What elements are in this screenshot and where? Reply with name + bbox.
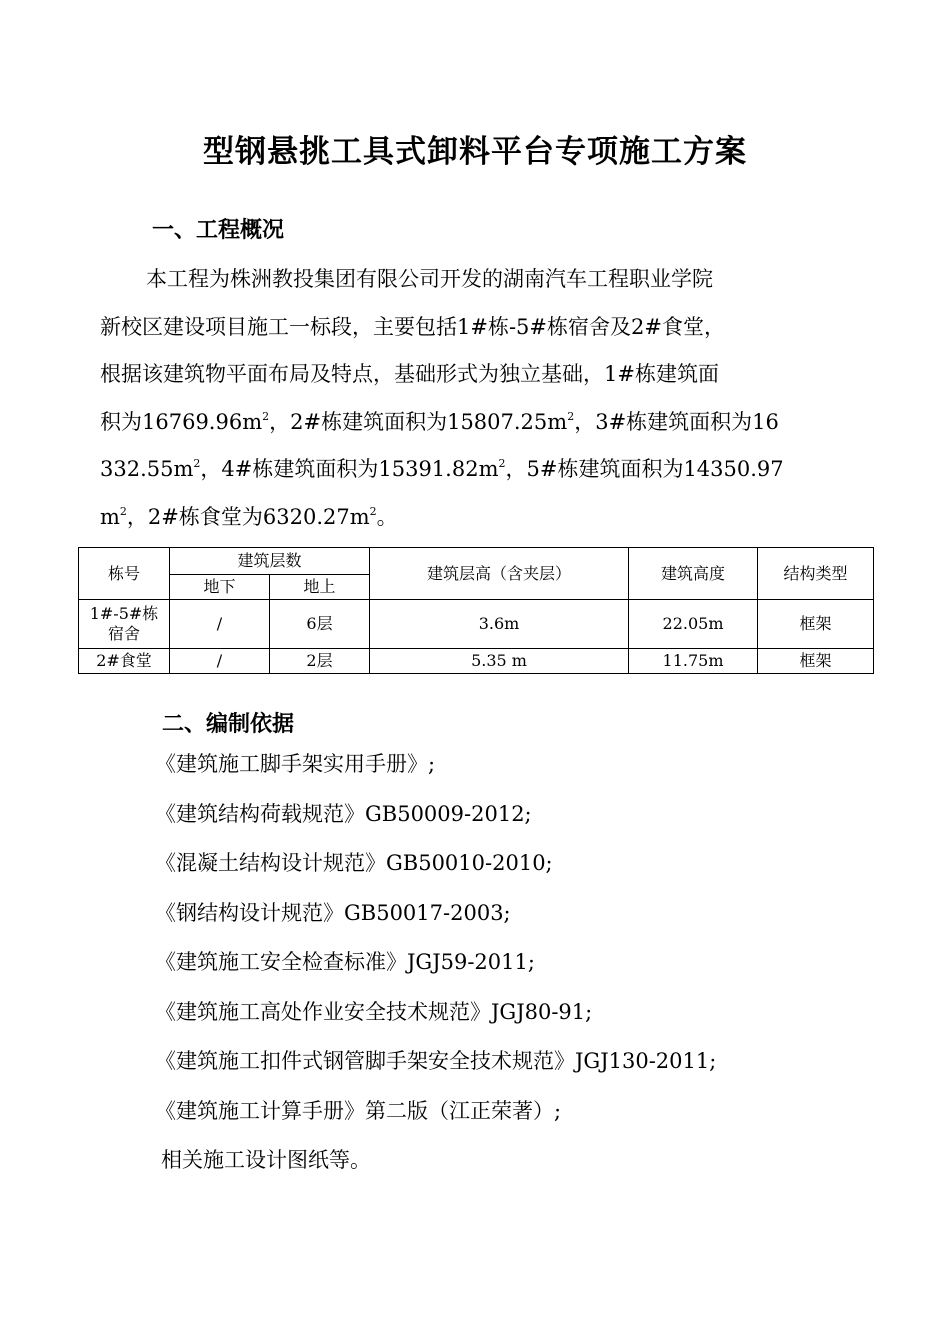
cell-building: 2#食堂 [79,649,170,674]
header-height: 建筑高度 [629,548,758,600]
header-below: 地下 [170,575,270,600]
superscript: 2 [498,457,506,470]
list-item: 《混凝土结构设计规范》GB50010-2010; [155,851,553,875]
list-item: 《建筑施工计算手册》第二版（江正荣著）; [155,1098,562,1123]
list-item: 《建筑施工脚手架实用手册》; [155,752,436,776]
text-run: 。 [376,504,398,529]
text-run: ，2#栋食堂为6320.27m [126,504,370,529]
cell-structure: 框架 [758,649,874,674]
header-floors: 建筑层数 [170,548,370,575]
list-item: 《建筑施工高处作业安全技术规范》JGJ80-91; [155,999,593,1024]
document-title: 型钢悬挑工具式卸料平台专项施工方案 [203,134,747,170]
text-run: m [100,504,120,529]
text-run: ，2#栋建筑面积为15807.25m [269,409,568,434]
header-building: 栋号 [79,548,170,600]
section-heading-overview: 一、工程概况 [152,218,285,243]
overview-paragraph [100,256,860,541]
list-item: 《建筑施工扣件式钢管脚手架安全技术规范》JGJ130-2011; [155,1049,717,1073]
list-item: 《钢结构设计规范》GB50017-2003; [155,900,511,925]
text-run: 积为16769.96m [100,409,263,434]
cell-above: 6层 [270,600,370,649]
building-info-table [78,547,874,674]
list-item: 《建筑施工安全检查标准》JGJ59-2011; [155,950,535,974]
paragraph-line: 根据该建筑物平面布局及特点，基础形式为独立基础，1#栋建筑面 [100,362,719,386]
header-above: 地上 [270,575,370,600]
text-run: 332.55m [100,457,194,481]
table-row [79,649,874,674]
superscript: 2 [262,409,270,423]
paragraph-line-area-1 [100,399,860,447]
superscript: 2 [193,457,201,470]
cell-below: / [170,600,270,649]
list-item: 相关施工设计图纸等。 [161,1148,371,1172]
cell-structure: 框架 [758,600,874,649]
section-heading-basis: 二、编制依据 [162,712,295,737]
cell-below: / [170,649,270,674]
header-structure: 结构类型 [758,548,874,600]
paragraph-line-area-2 [100,446,860,494]
cell-height: 22.05m [629,600,758,649]
superscript: 2 [567,409,575,423]
table-row [79,600,874,649]
cell-building: 1#-5#栋宿舍 [79,600,170,649]
text-run: ，3#栋建筑面积为16 [574,409,779,434]
paragraph-line: 本工程为株洲教投集团有限公司开发的湖南汽车工程职业学院 [146,267,713,291]
text-run: ，5#栋建筑面积为14350.97 [505,457,784,481]
paragraph-line: 新校区建设项目施工一标段，主要包括1#栋-5#栋宿舍及2#食堂， [100,314,725,339]
cell-above: 2层 [270,649,370,674]
basis-list [155,744,895,1190]
paragraph-line-area-3 [100,494,860,542]
superscript: 2 [119,504,127,518]
list-item: 《建筑结构荷载规范》GB50009-2012; [155,801,532,826]
text-run: ，4#栋建筑面积为15391.82m [200,457,499,481]
cell-height: 11.75m [629,649,758,674]
superscript: 2 [369,504,377,518]
cell-floor-height: 3.6m [370,600,629,649]
cell-floor-height: 5.35 m [370,649,629,674]
table-header-row [79,548,874,575]
header-floor-height: 建筑层高（含夹层） [370,548,629,600]
